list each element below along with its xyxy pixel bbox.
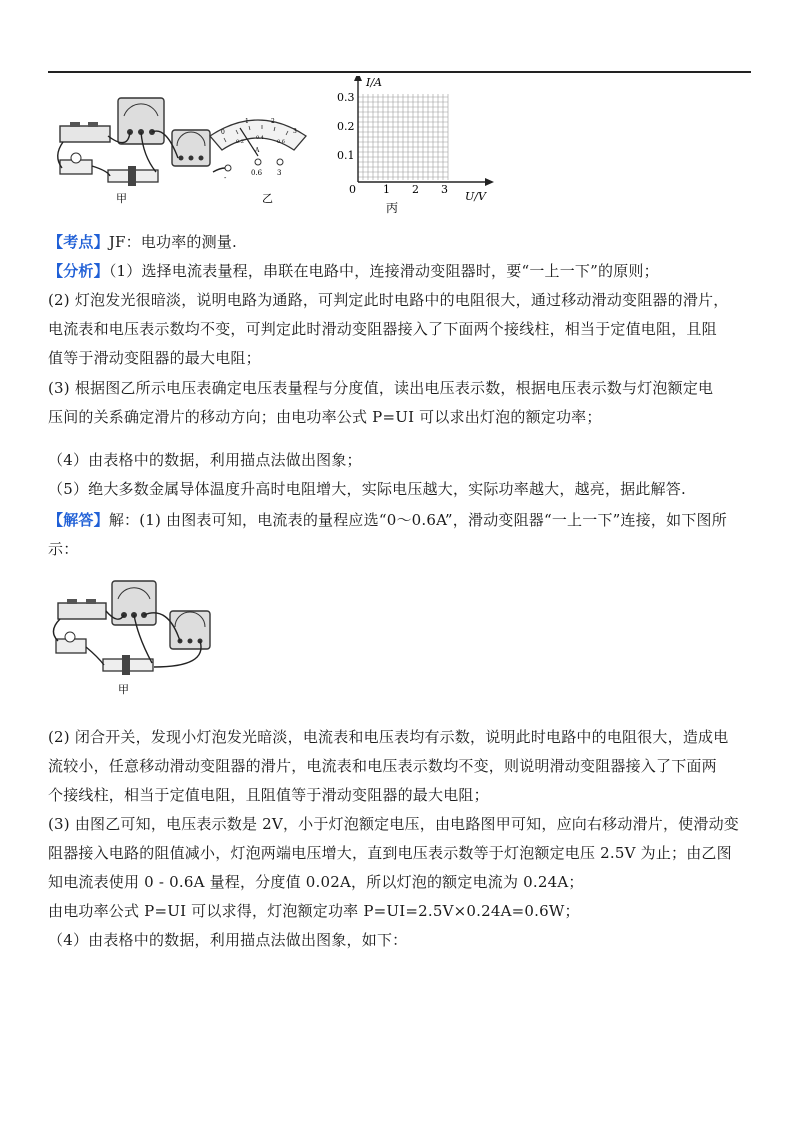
jieda-item-1-line: 解：(1) 由图表可知，电流表的量程应选“0～0.6A”，滑动变阻器“一上一下”连接，如下图所 — [108, 511, 727, 529]
figure-label-bing: 丙 — [386, 201, 399, 215]
jieda-item-2-line: (2) 闭合开关，发现小灯泡发光暗淡，电流表和电压表均有示数，说明此时电路中的电阻很大，造成电 — [48, 728, 729, 746]
kaodian-tag: 【考点】 — [48, 233, 109, 251]
graph-x-tick-2: 2 — [412, 183, 419, 196]
fenxi-item-3-line: 压间的关系确定滑片的移动方向；由电功率公式 P=UI 可以求出灯泡的额定功率； — [48, 408, 602, 426]
figure-label-yi: 乙 — [262, 192, 273, 205]
jieda-item-3 — [48, 810, 754, 926]
fenxi-item-5: （5）绝大多数金属导体温度升高时电阻增大，实际电压越大，实际功率越大，越亮，据此解答. — [48, 480, 686, 498]
figure-row — [48, 76, 751, 226]
graph-x-tick-3: 3 — [441, 183, 448, 196]
fenxi-item-3-line: (3) 根据图乙所示电压表确定电压表量程与分度值，读出电压表示数，根据电压表示数与灯泡额定电 — [48, 379, 714, 397]
graph-x-tick-0: 0 — [349, 183, 356, 196]
graph-y-tick-0.2: 0.2 — [337, 120, 355, 133]
jieda-item-3-line: 知电流表使用 0 - 0.6A 量程，分度值 0.02A，所以灯泡的额定电流为 0.24A； — [48, 873, 584, 891]
ammeter-scale-0: 0 — [221, 129, 225, 136]
graph-x-label: U/V — [465, 190, 486, 203]
figure-label-jia: 甲 — [116, 192, 127, 205]
iu-graph-bing — [337, 76, 494, 215]
ammeter-terminal-0.6: 0.6 — [251, 169, 263, 177]
graph-x-tick-1: 1 — [383, 183, 390, 196]
jieda-item-2 — [48, 723, 754, 810]
jieda-item-2-line: 个接线柱，相当于定值电阻，且阻值等于滑动变阻器的最大电阻； — [48, 786, 489, 804]
ammeter-diagram-yi — [210, 118, 306, 205]
jieda-item-1-line: 示： — [48, 540, 79, 558]
jieda-tag: 【解答】 — [48, 511, 109, 529]
fenxi-item-3 — [48, 374, 754, 432]
fenxi-tag: 【分析】 — [48, 262, 109, 280]
fenxi-item-2-line: (2) 灯泡发光很暗淡，说明电路为通路，可判定此时电路中的电阻很大，通过移动滑动变阻器的滑片， — [48, 291, 729, 309]
graph-y-tick-0.3: 0.3 — [337, 91, 355, 104]
jieda-item-2-line: 流较小，任意移动滑动变阻器的滑片，电流表和电压表示数均不变，则说明滑动变阻器接入了下面两 — [48, 757, 717, 775]
ammeter-unit: A — [255, 147, 260, 154]
solved-figure-label-jia: 甲 — [118, 683, 129, 696]
kaodian-line — [48, 228, 754, 257]
ammeter-terminal-neg: - — [224, 174, 227, 182]
jieda-item-4: （4）由表格中的数据，利用描点法做出图象，如下： — [48, 931, 408, 949]
fenxi-line-1 — [48, 257, 754, 286]
graph-y-tick-0.1: 0.1 — [337, 149, 355, 162]
ammeter-scale-1: 1 — [245, 118, 249, 125]
ammeter-scale-0.6: 0.6 — [277, 139, 285, 145]
solved-circuit-diagram — [48, 575, 223, 700]
jieda-item-1 — [48, 506, 754, 564]
jieda-item-3-line: 由电功率公式 P=UI 可以求得，灯泡额定功率 P=UI=2.5V×0.24A=0.6W； — [48, 902, 580, 920]
kaodian-text: JF：电功率的测量. — [108, 233, 238, 251]
header-rule — [48, 71, 751, 73]
ammeter-terminal-3: 3 — [277, 169, 282, 177]
fenxi-item-1: （1）选择电流表量程，串联在电路中，连接滑动变阻器时，要“一上一下”的原则； — [108, 262, 659, 280]
fenxi-item-2-line: 值等于滑动变阻器的最大电阻； — [48, 349, 261, 367]
fenxi-item-4: （4）由表格中的数据，利用描点法做出图象； — [48, 451, 362, 469]
fenxi-item-2 — [48, 286, 754, 373]
jieda-item-3-line: (3) 由图乙可知，电压表示数是 2V，小于灯泡额定电压，由电路图甲可知，应向右移动滑片，使滑动变 — [48, 815, 739, 833]
graph-y-label: I/A — [366, 76, 382, 89]
ammeter-scale-0.4: 0.4 — [256, 135, 264, 141]
ammeter-scale-2: 2 — [271, 118, 275, 125]
jieda-item-3-line: 阻器接入电路的阻值减小，灯泡两端电压增大，直到电压表示数等于灯泡额定电压 2.5V 为止；由乙图 — [48, 844, 732, 862]
fenxi-item-2-line: 电流表和电压表示数均不变，可判定此时滑动变阻器接入了下面两个接线柱，相当于定值电阻，且阻 — [48, 320, 717, 338]
ammeter-scale-3: 3 — [293, 128, 297, 135]
circuit-diagram-jia — [58, 98, 210, 205]
ammeter-scale-0.2: 0.2 — [236, 139, 244, 145]
